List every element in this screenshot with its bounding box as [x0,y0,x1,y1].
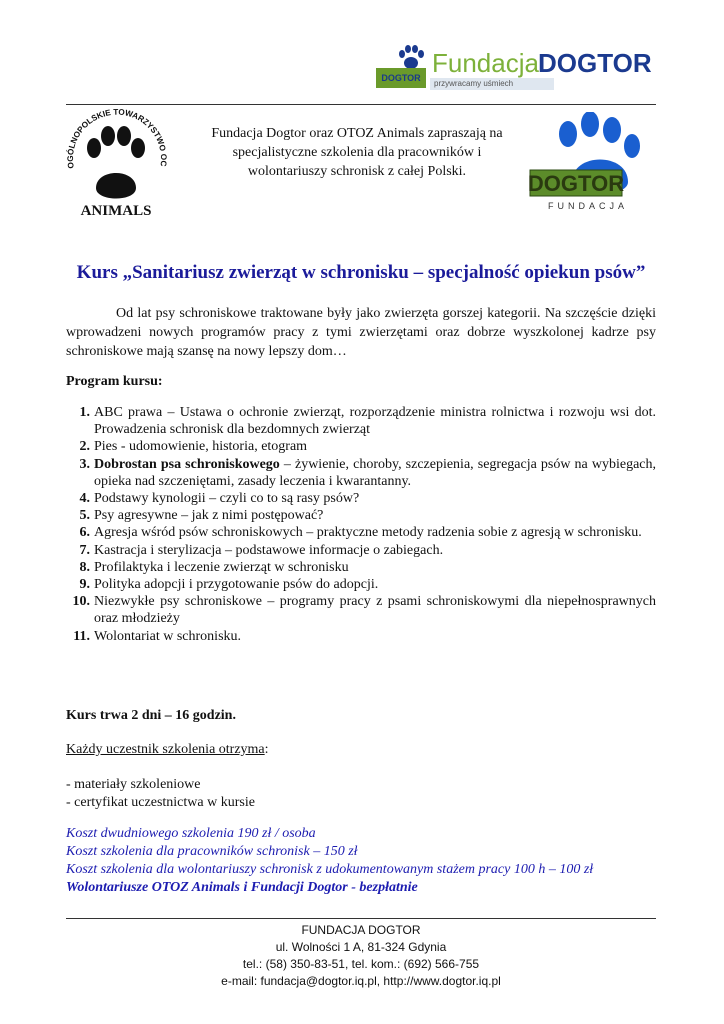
item-text: Kastracja i sterylizacja – podstawowe informacje o zabiegach. [94,542,444,558]
item-number: 1. [79,405,90,420]
material-item: - materiały szkoleniowe [66,777,201,792]
participants-heading-colon: : [264,742,269,757]
course-duration: Kurs trwa 2 dni – 16 godzin. [66,708,236,723]
otoz-animals-logo [56,106,176,222]
invitation-line: wolontariuszy schronisk z całej Polski. [247,164,467,179]
otoz-name: ANIMALS [80,203,152,219]
item-text: Profilaktyka i leczenie zwierząt w schronisku [94,559,349,575]
program-heading: Program kursu: [66,374,163,389]
participants-heading [66,742,269,758]
cost-free-line: Wolontariusze OTOZ Animals i Fundacji Dogtor - bezpłatnie [66,880,418,895]
item-text: Agresja wśród psów schroniskowych – praktyczne metody radzenia sobie z agresją w schronisku. [94,525,642,541]
item-number: 2. [79,439,90,455]
program-item [66,628,656,645]
cost-line: Koszt dwudniowego szkolenia 190 zł / osoba [66,826,316,841]
item-number: 5. [79,508,90,524]
participants-heading-text: Każdy uczestnik szkolenia otrzyma [66,742,265,757]
program-item [66,404,656,438]
item-number: 6. [79,525,90,541]
footer-contact-line[interactable]: e-mail: fundacja@dogtor.iq.pl, http://www.dogtor.iq.pl [221,974,501,988]
item-text: ABC prawa – Ustawa o ochronie zwierząt, rozporządzenie ministra rolnictwa i rozwoju wsi dot. Prowadzenia schronisk dla bezdomnych zwierząt [94,405,656,438]
dogtor-logo-name: DOGTOR [528,171,625,196]
footer-address [66,922,656,990]
item-number: 10. [72,594,90,610]
program-item [66,542,656,559]
item-text: Pies - udomowienie, historia, etogram [94,439,308,455]
course-title: Kurs „Sanitariusz zwierząt w schronisku – specjalność opiekun psów” [76,262,646,283]
invitation-line: Fundacja Dogtor oraz OTOZ Animals zapraszają na [211,126,503,141]
program-item [66,456,656,490]
dogtor-logo-sub: FUNDACJA [547,201,629,211]
program-item [66,593,656,627]
material-item: - certyfikat uczestnictwa w kursie [66,795,255,810]
item-text: Psy agresywne – jak z nimi postępować? [94,508,324,524]
item-number: 8. [79,559,90,575]
cost-line: Koszt szkolenia dla wolontariuszy schronisk z udokumentowanym stażem pracy 100 h – 100 zł [66,862,594,877]
footer-line: FUNDACJA DOGTOR [301,923,421,937]
otoz-ring-text: OGÓLNOPOLSKIE TOWARZYSTWO OC [65,107,169,170]
program-item [66,507,656,524]
item-number: 11. [73,628,90,644]
logo-word-dogtor: DOGTOR [538,48,652,78]
item-number: 9. [79,577,90,593]
item-number: 7. [79,542,90,558]
footer-line: ul. Wolności 1 A, 81-324 Gdynia [275,940,447,954]
program-item [66,576,656,593]
dogtor-badge-text: DOGTOR [381,73,421,83]
item-text: – żywienie, choroby, szczepienia, segregacja psów na wybiegach, opieka nad szczeniętami, zasady leczenia i kwarantanny. [94,456,656,489]
paw-icon [396,44,426,70]
program-item [66,524,656,541]
item-text: Polityka adopcji i przygotowanie psów do adopcji. [94,577,379,593]
fundacja-dogtor-header-logo [376,44,652,94]
footer-line: tel.: (58) 350-83-51, tel. kom.: (692) 566-755 [242,957,480,971]
program-item [66,559,656,576]
program-list [66,404,656,645]
dogtor-fundacja-logo [528,112,648,212]
item-text: Wolontariat w schronisku. [94,628,242,644]
dogtor-badge [376,68,426,88]
invitation-line: specjalistyczne szkolenia dla pracowników i [232,145,482,160]
item-number: 3. [79,456,90,472]
program-item [66,490,656,507]
invitation-text [190,124,524,181]
program-item [66,438,656,455]
item-text: Podstawy kynologii – czyli co to są rasy psów? [94,491,360,507]
logo-tagline: przywracamy uśmiech [430,78,554,90]
item-number: 4. [79,491,90,507]
cost-line: Koszt szkolenia dla pracowników schronisk – 150 zł [66,844,358,859]
footer-divider [66,918,656,919]
intro-paragraph: Od lat psy schroniskowe traktowane były jako zwierzęta gorszej kategorii. Na szczęście dzięki wprowadzeni nowych programów pracy z tymi zwierzętami oraz dobrze wyszkolonej kadrze psy schroniskowe mają szansę na nowy lepszy dom… [66,306,656,359]
costs-section [66,825,593,897]
item-text: Niezwykłe psy schroniskowe – programy pracy z psami schroniskowymi dla niepełnosprawnych oraz młodzieży [94,594,656,627]
paw-icon [87,126,145,199]
participant-materials [66,776,255,812]
header-divider [66,104,656,105]
logo-word-fundacja: Fundacja [432,48,539,78]
item-bold: Dobrostan psa schroniskowego [94,456,280,472]
